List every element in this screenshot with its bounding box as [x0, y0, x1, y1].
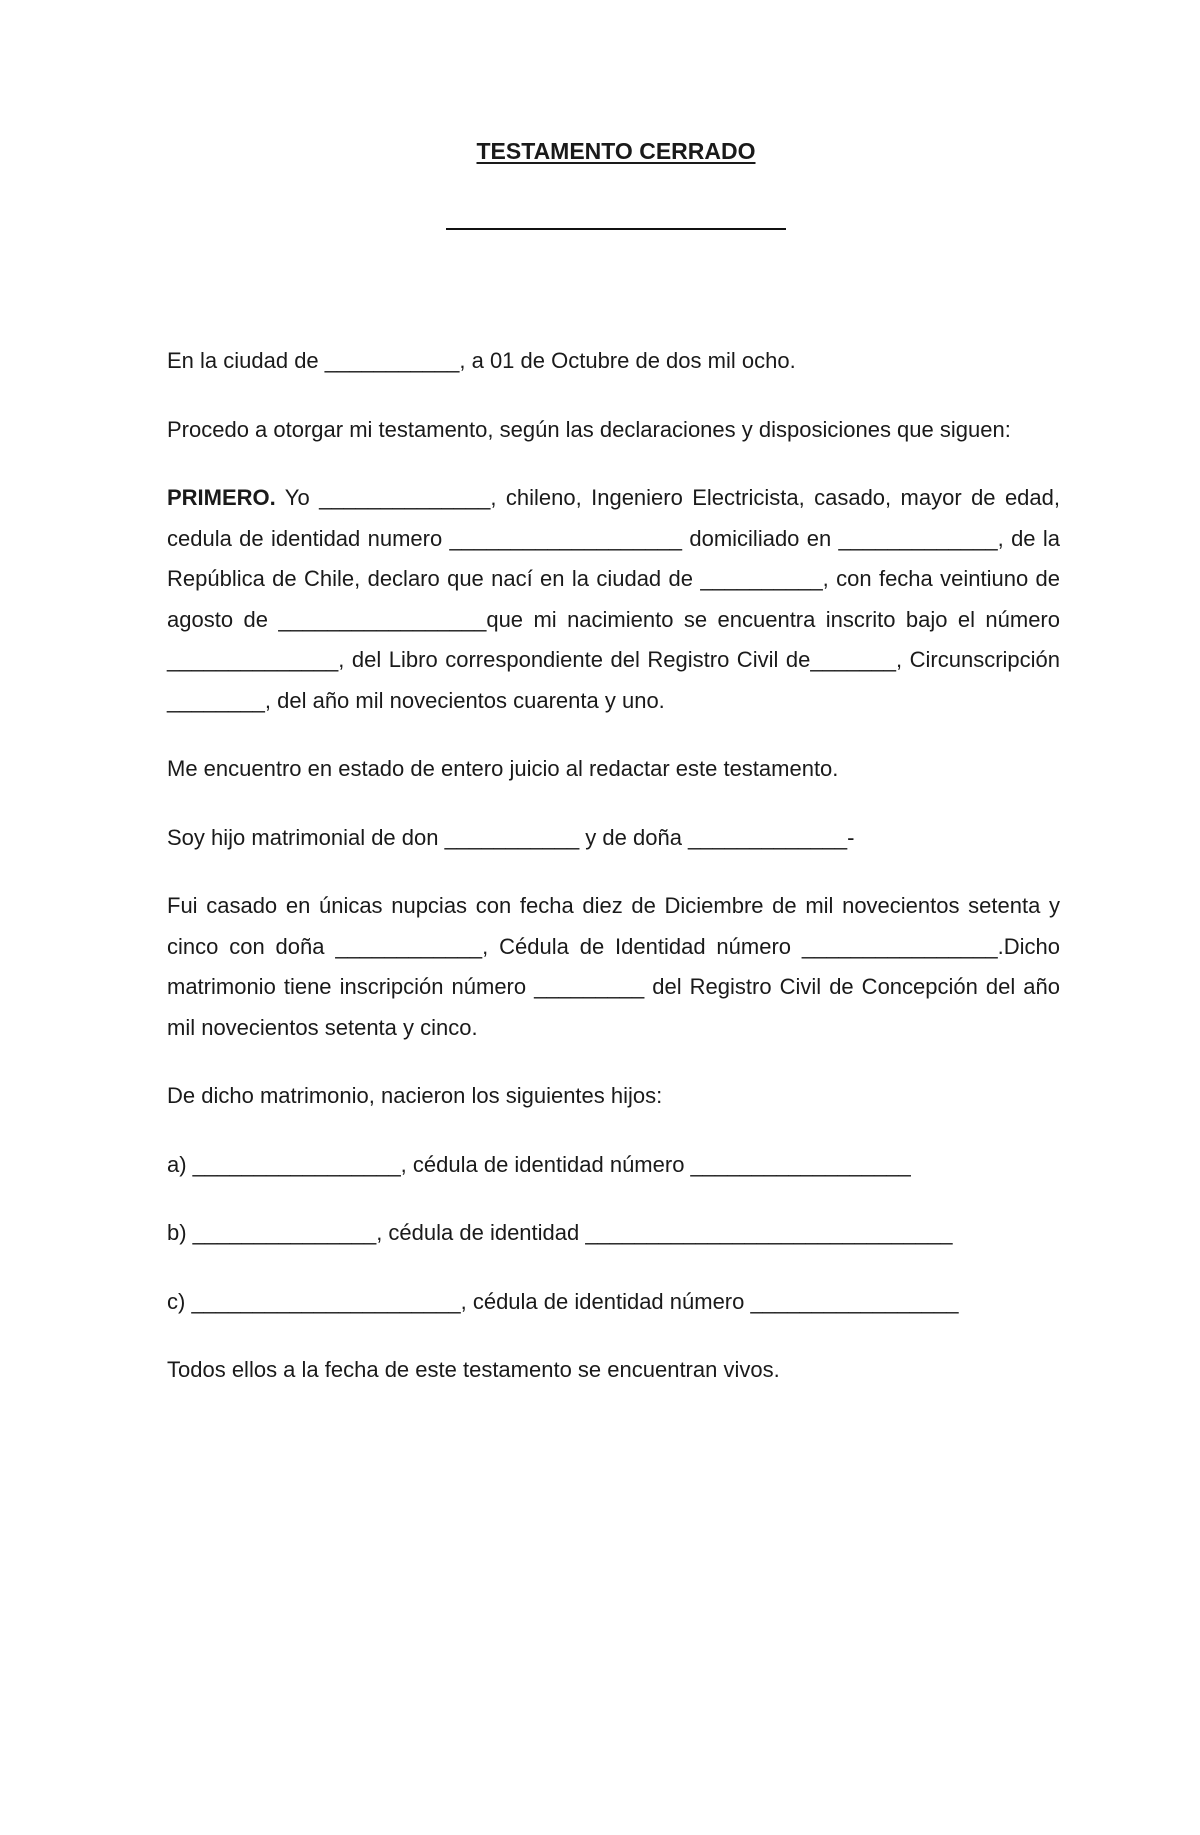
paragraph-closing: Todos ellos a la fecha de este testamento se encuentran vivos. — [167, 1357, 780, 1382]
paragraph-intro: Procedo a otorgar mi testamento, según las declaraciones y disposiciones que siguen: — [167, 416, 1011, 442]
child-item-a: a) _________________, cédula de identidad número __________________ — [167, 1151, 911, 1177]
paragraph-children-intro: De dicho matrimonio, nacieron los siguientes hijos: — [167, 1083, 663, 1108]
primero-text: Yo ______________, chileno, Ingeniero Electricista, casado, mayor de edad, cedula de identidad numero ___________________ domiciliado en _____________, de la República de Chile, declaro que nací en la ciudad de __________, con fecha veintiuno de agosto de _________________que mi nacimiento se encuentra inscrito bajo el número ______________, del Libro correspondiente del Registro Civil de_______, Circunscripción ________, del año mil novecientos cuarenta y uno. — [167, 485, 1060, 713]
document-body — [167, 341, 1060, 1419]
paragraph-primero — [167, 478, 1060, 721]
paragraph-marriage: Fui casado en únicas nupcias con fecha diez de Diciembre de mil novecientos setenta y cinco con doña ____________, Cédula de Identidad número ________________.Dicho matrimonio tiene inscripción número _________ del Registro Civil de Concepción del año mil novecientos setenta y cinco. — [167, 893, 1060, 1040]
paragraph-juicio: Me encuentro en estado de entero juicio al redactar este testamento. — [167, 756, 839, 781]
title-underline-rule — [446, 228, 786, 230]
primero-heading: PRIMERO. — [167, 485, 276, 510]
child-item-b: b) _______________, cédula de identidad ______________________________ — [167, 1220, 953, 1245]
paragraph-parents: Soy hijo matrimonial de don ___________ y de doña _____________- — [167, 824, 855, 850]
paragraph-city-date: En la ciudad de ___________, a 01 de Octubre de dos mil ocho. — [167, 348, 796, 373]
document-title: TESTAMENTO CERRADO — [476, 138, 756, 164]
child-item-c: c) ______________________, cédula de identidad número _________________ — [167, 1288, 959, 1314]
